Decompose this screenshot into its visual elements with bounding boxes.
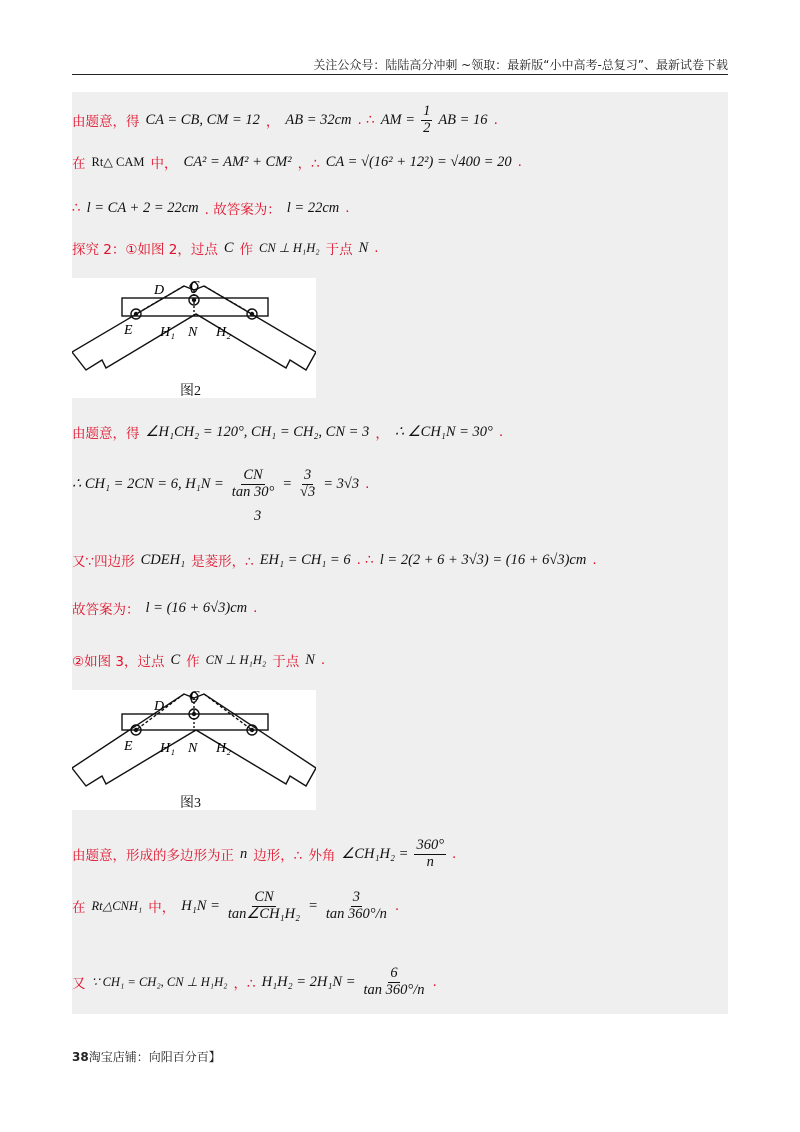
fraction xyxy=(324,890,389,923)
line-6 xyxy=(72,468,369,501)
math: N xyxy=(305,651,315,668)
text: . xyxy=(320,652,326,668)
line-8 xyxy=(72,598,257,618)
label-d: D xyxy=(154,699,165,714)
math: n xyxy=(240,845,248,862)
denominator: √3 xyxy=(300,483,316,500)
math: CDEH₁ xyxy=(140,551,186,568)
text: . xyxy=(432,974,437,991)
math: Rt△ CAM xyxy=(91,155,145,169)
label-d: D xyxy=(154,283,165,298)
label-c: C xyxy=(190,690,200,704)
math: = xyxy=(282,475,293,492)
fraction xyxy=(230,468,276,501)
text: 故答案为： xyxy=(72,602,140,618)
figure-3 xyxy=(72,690,316,810)
label-e: E xyxy=(124,739,133,754)
math: CN ⊥ H₁H₂ xyxy=(259,241,320,255)
math: l = (16 + 6√3)cm xyxy=(145,599,248,616)
numerator: CN xyxy=(243,467,263,483)
math: = 3√3 xyxy=(323,475,360,492)
numerator: 1 xyxy=(423,103,431,119)
denominator: tan 360°/n xyxy=(325,905,387,922)
math: AM = xyxy=(380,111,416,128)
text: . ∴ xyxy=(356,552,374,568)
text: . xyxy=(592,552,597,568)
math: H₁N = xyxy=(181,897,220,914)
header-rule xyxy=(72,74,728,75)
line-3 xyxy=(72,198,350,218)
numerator: 3 xyxy=(304,467,312,483)
figure-caption: 图3 xyxy=(180,796,201,811)
denominator: tan 360°/n xyxy=(363,981,425,998)
math: AB = 16 xyxy=(438,111,488,128)
math: l = CA + 2 = 22cm xyxy=(86,199,199,216)
text: . xyxy=(374,240,379,256)
text: 又 xyxy=(72,976,86,993)
fraction xyxy=(226,890,302,923)
text: 作 xyxy=(239,242,254,258)
math: CA = CB, CM = 12 xyxy=(145,111,260,128)
text: 由题意，得 xyxy=(72,114,140,131)
math: CA² = AM² + CM² xyxy=(183,153,292,170)
text: 边形，∴ xyxy=(253,848,303,865)
page-number: 38 xyxy=(72,1050,89,1064)
label-h2: H₂ xyxy=(216,741,231,756)
numerator: 360° xyxy=(416,837,445,853)
text: 在 xyxy=(72,900,86,917)
text: ，∴ xyxy=(233,976,256,993)
math: ∵ CH₁ = CH₂, CN ⊥ H₁H₂ xyxy=(91,975,228,990)
denominator: 2 xyxy=(423,119,431,136)
line-12 xyxy=(72,966,437,999)
text: 由题意，形成的多边形为正 xyxy=(72,848,234,865)
text: . xyxy=(253,600,258,616)
math: ∠H₁CH₂ = 120°, CH₁ = CH₂, CN = 3 xyxy=(145,423,370,440)
numerator: 3 xyxy=(352,889,361,905)
numerator: CN xyxy=(254,889,274,905)
text: . 故答案为： xyxy=(204,202,281,218)
text: . ∴ xyxy=(357,112,375,129)
line-6-sub xyxy=(254,508,261,525)
figure-caption: 图2 xyxy=(180,384,201,399)
text: 外角 xyxy=(308,848,336,865)
label-e: E xyxy=(124,323,133,338)
fraction xyxy=(414,838,446,871)
label-c: C xyxy=(190,279,200,294)
math: EH₁ = CH₁ = 6 xyxy=(259,551,351,568)
text: ∴ xyxy=(72,200,81,216)
denominator: tan∠CH₁H₂ xyxy=(227,905,301,922)
text: 是菱形，∴ xyxy=(191,554,254,570)
label-h1: H₁ xyxy=(160,741,175,756)
figure-2 xyxy=(72,278,316,398)
label-h2: H₂ xyxy=(216,325,231,340)
math: ∴ ∠CH₁N = 30° xyxy=(394,423,493,440)
text: . xyxy=(498,424,504,440)
line-4 xyxy=(72,238,379,258)
math: l = 2(2 + 6 + 3√3) = (16 + 6√3)cm xyxy=(379,551,587,568)
line-11 xyxy=(72,890,399,923)
math: C xyxy=(223,239,234,256)
denominator: tan 30° xyxy=(231,483,275,500)
math: 3 xyxy=(254,508,262,524)
text: 于点 xyxy=(325,242,353,258)
math: l = 22cm xyxy=(286,199,340,216)
math: Rt△CNH₁ xyxy=(91,899,143,914)
line-9 xyxy=(72,650,325,670)
text: ， xyxy=(265,114,280,131)
text: 由题意，得 xyxy=(72,426,140,442)
math: CA = √(16² + 12²) = √400 = 20 xyxy=(325,153,512,170)
math: ∴ CH₁ = 2CN = 6, H₁N = xyxy=(72,475,224,492)
line-10 xyxy=(72,838,456,871)
text: . xyxy=(517,154,522,170)
math: C xyxy=(170,651,181,668)
text: ， xyxy=(375,426,389,442)
math: N xyxy=(358,239,369,256)
math: = xyxy=(308,897,318,914)
line-7 xyxy=(72,550,597,570)
text: . xyxy=(394,898,400,915)
text: 又∵四边形 xyxy=(72,554,135,570)
denominator: n xyxy=(426,853,434,870)
text: 作 xyxy=(186,654,200,670)
numerator: 6 xyxy=(390,965,398,981)
label-n: N xyxy=(188,741,198,756)
text: . xyxy=(345,200,350,216)
footer-text: 淘宝店铺：向阳百分百】 xyxy=(88,1050,221,1064)
text: . xyxy=(365,476,370,493)
text: 探究 2：①如图 2，过点 xyxy=(72,242,218,258)
text: 中， xyxy=(148,900,176,917)
page-header: 关注公众号：陆陆高分冲刺 ~领取：最新版“小中高考-总复习”、最新试卷下载 xyxy=(313,58,728,72)
text: ，∴ xyxy=(297,156,320,172)
text: . xyxy=(452,846,457,863)
text: . xyxy=(493,112,498,129)
text: 在 xyxy=(72,156,86,172)
text: ②如图 3，过点 xyxy=(72,654,165,670)
text: 中， xyxy=(150,156,178,172)
line-1 xyxy=(72,104,498,137)
label-n: N xyxy=(188,325,198,340)
math: AB = 32cm xyxy=(285,111,352,128)
page-footer xyxy=(72,1048,221,1065)
line-5 xyxy=(72,422,503,442)
math: CN ⊥ H₁H₂ xyxy=(205,653,267,667)
fraction xyxy=(298,468,317,501)
fraction xyxy=(421,104,432,137)
math: H₁H₂ = 2H₁N = xyxy=(261,973,356,990)
text: 于点 xyxy=(272,654,300,670)
line-2 xyxy=(72,152,522,172)
label-h1: H₁ xyxy=(160,325,175,340)
fraction xyxy=(362,966,427,999)
math: ∠CH₁H₂ = xyxy=(341,845,409,862)
